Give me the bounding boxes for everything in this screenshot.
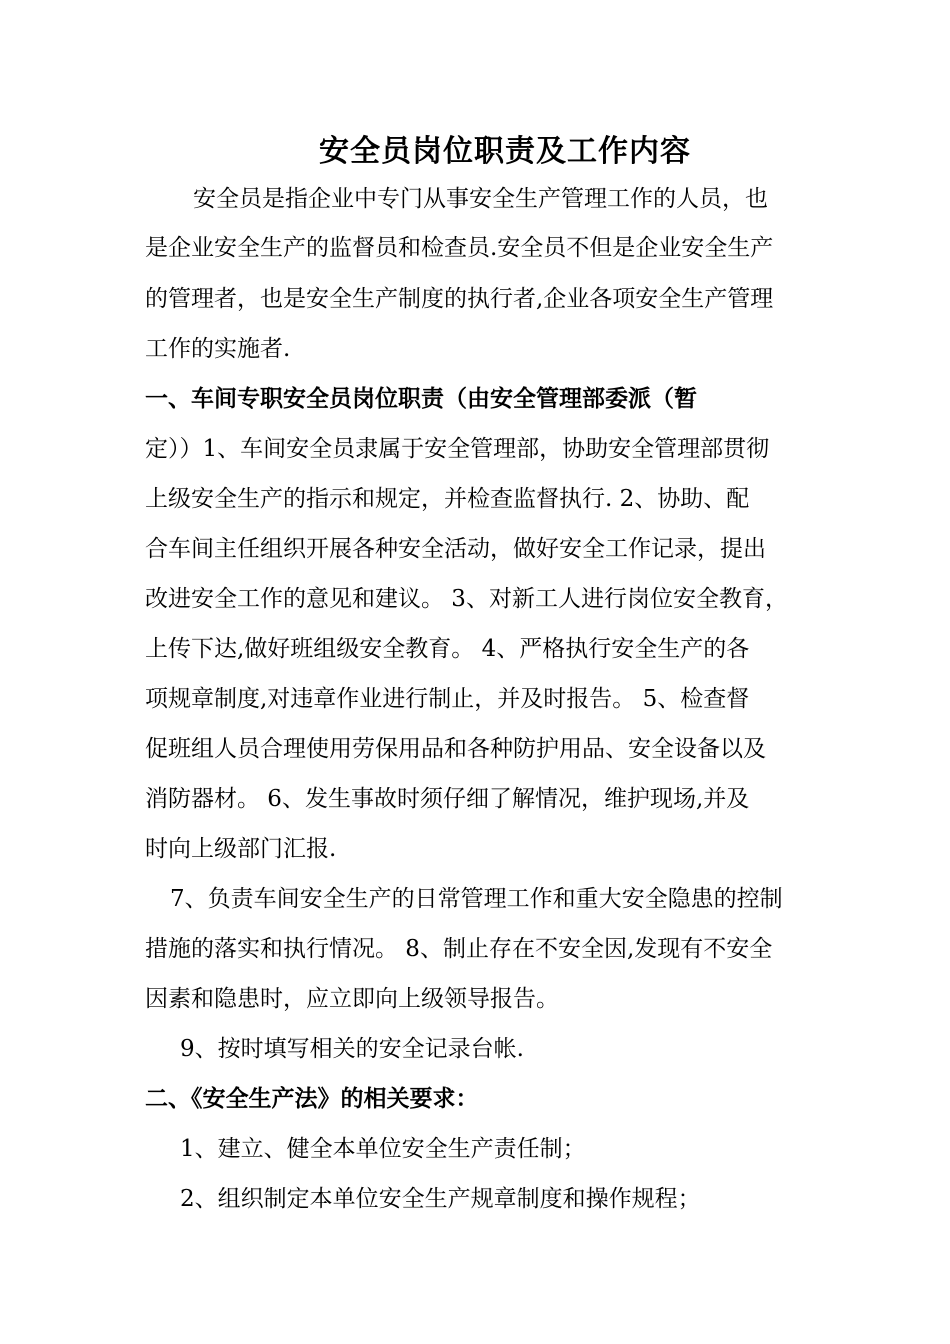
paragraph-line: 消防器材。 6、发生事故时须仔细了解情况，维护现场,并及 (145, 786, 750, 812)
paragraph-line: 的管理者，也是安全生产制度的执行者,企业各项安全生产管理 (145, 286, 774, 312)
paragraph-line: 9、按时填写相关的安全记录台帐. (180, 1036, 524, 1062)
paragraph-line: 项规章制度,对违章作业进行制止，并及时报告。 5、检查督 (145, 686, 750, 712)
document-title: 安全员岗位职责及工作内容 (319, 134, 691, 169)
paragraph-line: 定））1、车间安全员隶属于安全管理部，协助安全管理部贯彻 (145, 436, 770, 462)
paragraph-line: 安全员是指企业中专门从事安全生产管理工作的人员，也 (193, 186, 768, 212)
paragraph-line: 合车间主任组织开展各种安全活动，做好安全工作记录，提出 (145, 536, 766, 562)
paragraph-line: 因素和隐患时，应立即向上级领导报告。 (145, 986, 559, 1012)
paragraph-line: 工作的实施者. (145, 336, 291, 362)
paragraph-line: 措施的落实和执行情况。 8、制止存在不安全因,发现有不安全 (145, 936, 773, 962)
paragraph-line: 上传下达,做好班组级安全教育。 4、严格执行安全生产的各 (145, 636, 750, 662)
section-heading-1: 一、车间专职安全员岗位职责（由安全管理部委派（暂 (145, 386, 697, 412)
paragraph-line: 促班组人员合理使用劳保用品和各种防护用品、安全设备以及 (145, 736, 766, 762)
paragraph-line: 改进安全工作的意见和建议。 3、对新工人进行岗位安全教育， (145, 586, 788, 612)
section-heading-2: 二、《安全生产法》的相关要求： (145, 1086, 479, 1112)
list-item: 1、建立、健全本单位安全生产责任制； (180, 1136, 586, 1162)
paragraph-line: 7、负责车间安全生产的日常管理工作和重大安全隐患的控制 (170, 886, 783, 912)
paragraph-line: 上级安全生产的指示和规定，并检查监督执行. 2、协助、配 (145, 486, 750, 512)
paragraph-line: 是企业安全生产的监督员和检查员.安全员不但是企业安全生产 (145, 235, 774, 261)
list-item: 2、组织制定本单位安全生产规章制度和操作规程； (180, 1186, 701, 1212)
paragraph-line: 时向上级部门汇报. (145, 836, 337, 862)
